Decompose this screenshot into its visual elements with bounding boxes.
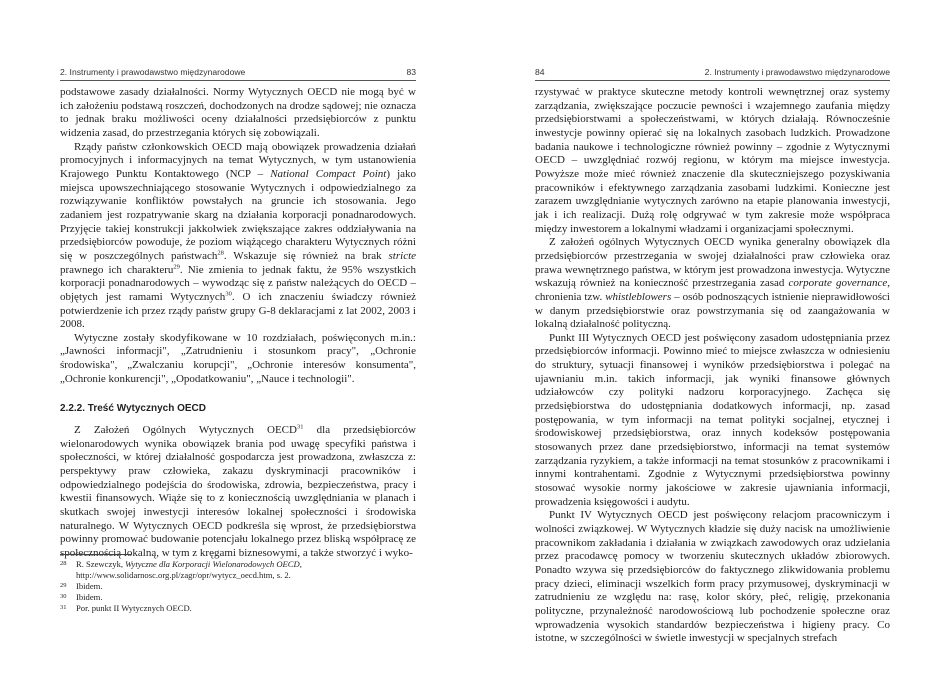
header-rule: [535, 80, 890, 81]
footnote-ref: 28: [217, 249, 224, 257]
footnote: 31 Por. punkt II Wytycznych OECD.: [60, 603, 192, 613]
running-header: [535, 67, 890, 81]
footnote-ref: 29: [173, 262, 180, 270]
section-heading: 2.2.2. Treść Wytycznych OECD: [60, 403, 206, 415]
footnote: 30 Ibidem.: [60, 592, 103, 602]
paragraph: Rządy państw członkowskich OECD mają obowiązek prowadzenia działań promocyjnych i informacyjnych na temat Wytycznych, w tym ustanowienia Krajowego Punktu Kontaktowego (NCP – National Compact Point) jako miejsca upowszechniającego stosowanie Wytycznych i odpowiedzialnego za rozwiązywanie konfliktów powstałych na gruncie ich stosowania. Jego zadaniem jest rozpatrywanie skarg na działania korporacji ponadnarodowych. Przyjęcie takiej konstrukcji jakkolwiek zwiększające zakres oddziaływania na przedsiębiorców powoduje, że poziom wiążącego charakteru Wytycznych różni się w poszczególnych państwach$^{28}$. Wskazuje się również na brak stricte prawnego ich charakteru$^{29}$. Nie zmienia to jednak faktu, że 95% wszystkich korporacji ponadnarodowych – wywodząc się z państw należących do OECD – objętych jest ramami Wytycznych$^{30}$. O ich znaczeniu świadczy również potwierdzenie ich przez rządy państw grupy G-8 deklaracjami z lat 2002, 2003 i 2008.: [60, 140, 417, 331]
running-head-title: 2. Instrumenty i prawodawstwo międzynarodowe: [60, 67, 246, 77]
paragraph: Z założeń ogólnych Wytycznych OECD wynika generalny obowiązek dla przedsiębiorców przestrzegania w swojej działalności praw człowieka oraz prawa wewnętrznego państwa, w którym jest prowadzona inwestycja. Wytyczne wskazują również na konieczność przestrzegania zasad corporate governance, chronienia tzw. whistleblowers – osób podnoszących istnienie nieprawidłowości w danym przedsiębiorstwie oraz powstrzymania się od zaangażowania w lokalną działalność polityczną.: [535, 236, 890, 331]
footnote-ref: 30: [225, 290, 232, 298]
left-page: [60, 0, 416, 679]
footnote-rule: [60, 554, 131, 555]
paragraph: Punkt IV Wytycznych OECD jest poświęcony relacjom pracowniczym i wolności związkowej. W Wytycznych kładzie się duży nacisk na umożliwienie pracownikom zakładania i działania w związkach zawodowych oraz udzielania przez pracodawcę pomocy w tworzeniu skutecznych układów zbiorowych. Ponadto wzywa się przedsiębiorców do faktycznego zlikwidowania problemu pracy dzieci, eliminacji wszelkich form pracy przymusowej, dyskryminacji w zatrudnieniu ze względu na: rasę, kolor skóry, płeć, religię, przekonania polityczne, przynależność narodowościową lub pochodzenie społeczne oraz wprowadzenia wysokich standardów bezpieczeństwa i higieny pracy. Co istotne, w szczególności w świetle inwestycji w specjalnych strefach: [535, 509, 890, 645]
header-rule: [60, 80, 416, 81]
right-page: [535, 0, 890, 679]
page-number: 83: [406, 67, 416, 77]
paragraph: Wytyczne zostały skodyfikowane w 10 rozdziałach, poświęconych m.in.: „Jawności informacji", „Zatrudnieniu i stosunkom pracy", „Ochronie środowiska", „Zwalczaniu korupcji", „Ochronie interesów konsumenta", „Ochronie konkurencji", „Opodatkowaniu", „Nauce i technologii".: [60, 331, 416, 385]
body-text: [60, 86, 416, 561]
paragraph: podstawowe zasady działalności. Normy Wytycznych OECD nie mogą być w ich założeniu podstawą roszczeń, dochodzonych na drodze sądowej; nie oznacza to jednak braku możliwości oceny działalności przedsiębiorców z punktu widzenia zasad, do przestrzegania których się zobowiązali.: [60, 86, 416, 139]
body-text: [535, 86, 890, 646]
paragraph: rzystywać w praktyce skuteczne metody kontroli wewnętrznej oraz systemy zarządzania, zwiększające poczucie pewności i wzajemnego zaufania między przedsiębiorstwami a społeczeństwami, w których działają. Równocześnie inwestycje powinny opierać się na lokalnych zasobach ludzkich. Prowadzone badania naukowe i technologiczne również powinny – zgodnie z Wytycznymi OECD – uwzględniać rozwój regionu, w którym ma miejsce inwestycja. Powyższe może mieć również znaczenie dla skuteczniejszego pozyskiwania pracowników i efektywnego zarządzania zasobami ludzkimi. Konieczne jest zarazem uwzględnianie wytycznych zarówno na etapie planowania inwestycji, jak i ich realizacji. Dużą rolę odgrywać w tym zakresie może współpraca między inwestorem a lokalnymi władzami i organizacjami społecznymi.: [535, 86, 890, 235]
footnote-ref: 31: [296, 423, 304, 431]
running-head-title: 2. Instrumenty i prawodawstwo międzynarodowe: [704, 67, 890, 77]
footnotes: [60, 559, 416, 614]
running-header: [60, 67, 416, 81]
page-number: 84: [535, 67, 545, 77]
paragraph: Punkt III Wytycznych OECD jest poświęcony zasadom udostępniania przez przedsiębiorców informacji. Powinno mieć to miejsce zwłaszcza w odniesieniu do struktury, sytuacji finansowej i wyników przedsiębiorstwa i polegać na ujawnianiu m.in. takich informacji, jak wyniki finansowe głównych udziałowców czy polityki nadzoru korporacyjnego. Zachęca się przedsiębiorstwa do udostępniania dodatkowych informacji, np. zasad postępowania, w tym informacji na temat polityki socjalnej, etycznej i środowiskowej przedsiębiorstwa, oraz innych kodeksów postępowania stosowanych przez dane przedsiębiorstwo, informacji na temat systemów zarządzania ryzykiem, a także informacji na temat stosunków z pracownikami i innymi kontrahentami. Zgodnie z Wytycznymi przedsiębiorstwa powinny stosować wysokie normy jakościowe w zakresie ujawniania informacji, prowadzenia księgowości i audytu.: [535, 331, 890, 508]
footnote: 28 R. Szewczyk, Wytyczne dla Korporacji Wielonarodowych OECD, http://www.solidarnosc.org.pl/zagr/opr/wytycz_oecd.htm, s. 2.: [60, 559, 302, 580]
footnote: 29 Ibidem.: [60, 581, 103, 591]
paragraph: Z Założeń Ogólnych Wytycznych OECD$^{31}$ dla przedsiębiorców wielonarodowych wynika obowiązek brania pod uwagę specyfiki państwa i społeczności, w której działalność gospodarcza jest prowadzona, zwłaszcza z: perspektywy praw człowieka, zakazu dyskryminacji pracowników i odpowiedzialnego podejścia do środowiska, zdrowia, bezpieczeństwa, pracy i kwestii finansowych. Wiąże się to z koniecznością uwzględniania w planach i skutkach swojej inwestycji interesów lokalnej społeczności i środowiska naturalnego. W Wytycznych OECD podkreśla się wprost, że przedsiębiorstwa powinny promować budowanie potencjału lokalnego przez bliską współpracę ze społecznością lokalną, w tym z kręgami biznesowymi, a także stworzyć i wyko-: [60, 423, 416, 559]
